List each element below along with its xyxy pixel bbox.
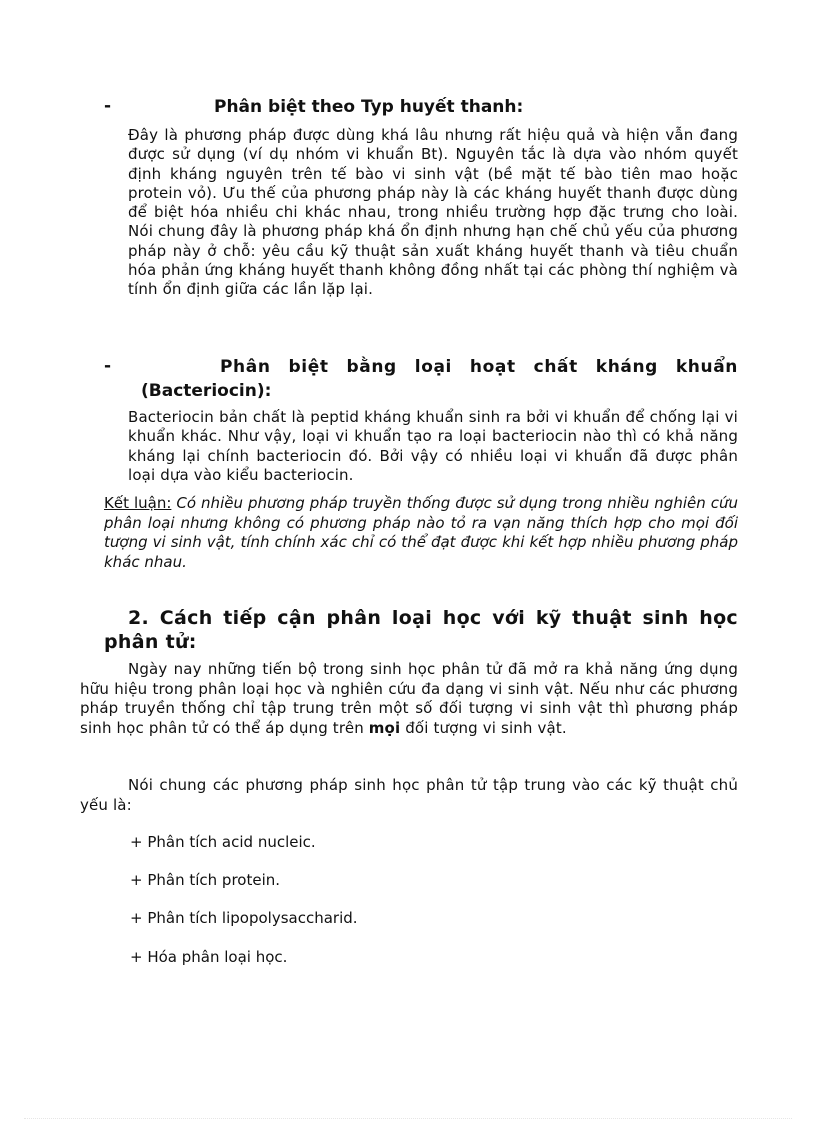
- section2-title: 2. Cách tiếp cận phân loại học với kỹ thuật sinh học phân tử:: [104, 607, 738, 653]
- conclusion-label: Kết luận:: [104, 494, 172, 512]
- conclusion-text: Có nhiều phương pháp truyền thống được sử dụng trong nhiều nghiên cứu phân loại nhưng không có phương pháp nào tỏ ra vạn năng thích hợp cho mọi đối tượng vi sinh vật, tính chính xác chỉ có thể đạt được khi kết hợp nhiều phương pháp khác nhau.: [104, 494, 738, 571]
- para3-text-after: đối tượng vi sinh vật.: [400, 718, 567, 737]
- conclusion-paragraph: [104, 494, 738, 572]
- heading1-title: Phân biệt theo Typ huyết thanh:: [214, 97, 524, 117]
- list-item: + Hóa phân loại học.: [130, 948, 288, 966]
- molecular-techniques-paragraph: Nói chung các phương pháp sinh học phân tử tập trung vào các kỹ thuật chủ yếu là:: [80, 776, 738, 814]
- molecular-intro-paragraph: [80, 660, 738, 738]
- heading2-dash: -: [104, 356, 112, 376]
- list-item: + Phân tích acid nucleic.: [130, 833, 316, 851]
- list-item: + Phân tích protein.: [130, 871, 281, 889]
- para3-text-before: Ngày nay những tiến bộ trong sinh học phân tử đã mở ra khả năng ứng dụng hữu hiệu trong phân loại học và nghiên cứu đa dạng vi sinh vật. Nếu như các phương pháp truyền thống chỉ tập trung trên một số đối tượng vi sinh vật thì phương pháp sinh học phân tử có thể áp dụng trên: [80, 660, 738, 737]
- heading2-title-line2: (Bacteriocin):: [141, 381, 272, 401]
- list-item: + Phân tích lipopolysaccharid.: [130, 909, 358, 927]
- para3-emphasis: mọi: [368, 718, 401, 737]
- heading2-title-line1: Phân biệt bằng loại hoạt chất kháng khuẩn: [220, 357, 738, 377]
- page-bottom-divider: [24, 1118, 792, 1119]
- serotype-paragraph: Đây là phương pháp được dùng khá lâu nhưng rất hiệu quả và hiện vẫn đang được sử dụng (ví dụ nhóm vi khuẩn Bt). Nguyên tắc là dựa vào nhóm quyết định kháng nguyên trên tế bào vi sinh vật (bề mặt tế bào tiên mao hoặc protein vỏ). Ưu thế của phương pháp này là các kháng huyết thanh được dùng để biệt hóa nhiều chi khác nhau, trong nhiều trường hợp đặc trưng cho loài. Nói chung đây là phương pháp khá ổn định nhưng hạn chế chủ yếu của phương pháp này ở chỗ: yêu cầu kỹ thuật sản xuất kháng huyết thanh và tiêu chuẩn hóa phản ứng kháng huyết thanh không đồng nhất tại các phòng thí nghiệm và tính ổn định giữa các lần lặp lại.: [128, 126, 738, 299]
- bacteriocin-paragraph: Bacteriocin bản chất là peptid kháng khuẩn sinh ra bởi vi khuẩn để chống lại vi khuẩn khác. Như vậy, loại vi khuẩn tạo ra loại bacteriocin nào thì có khả năng kháng lại chính bacteriocin đó. Bởi vậy có nhiều loại vi khuẩn đã được phân loại dựa vào kiểu bacteriocin.: [128, 408, 738, 484]
- heading1-dash: -: [104, 96, 112, 116]
